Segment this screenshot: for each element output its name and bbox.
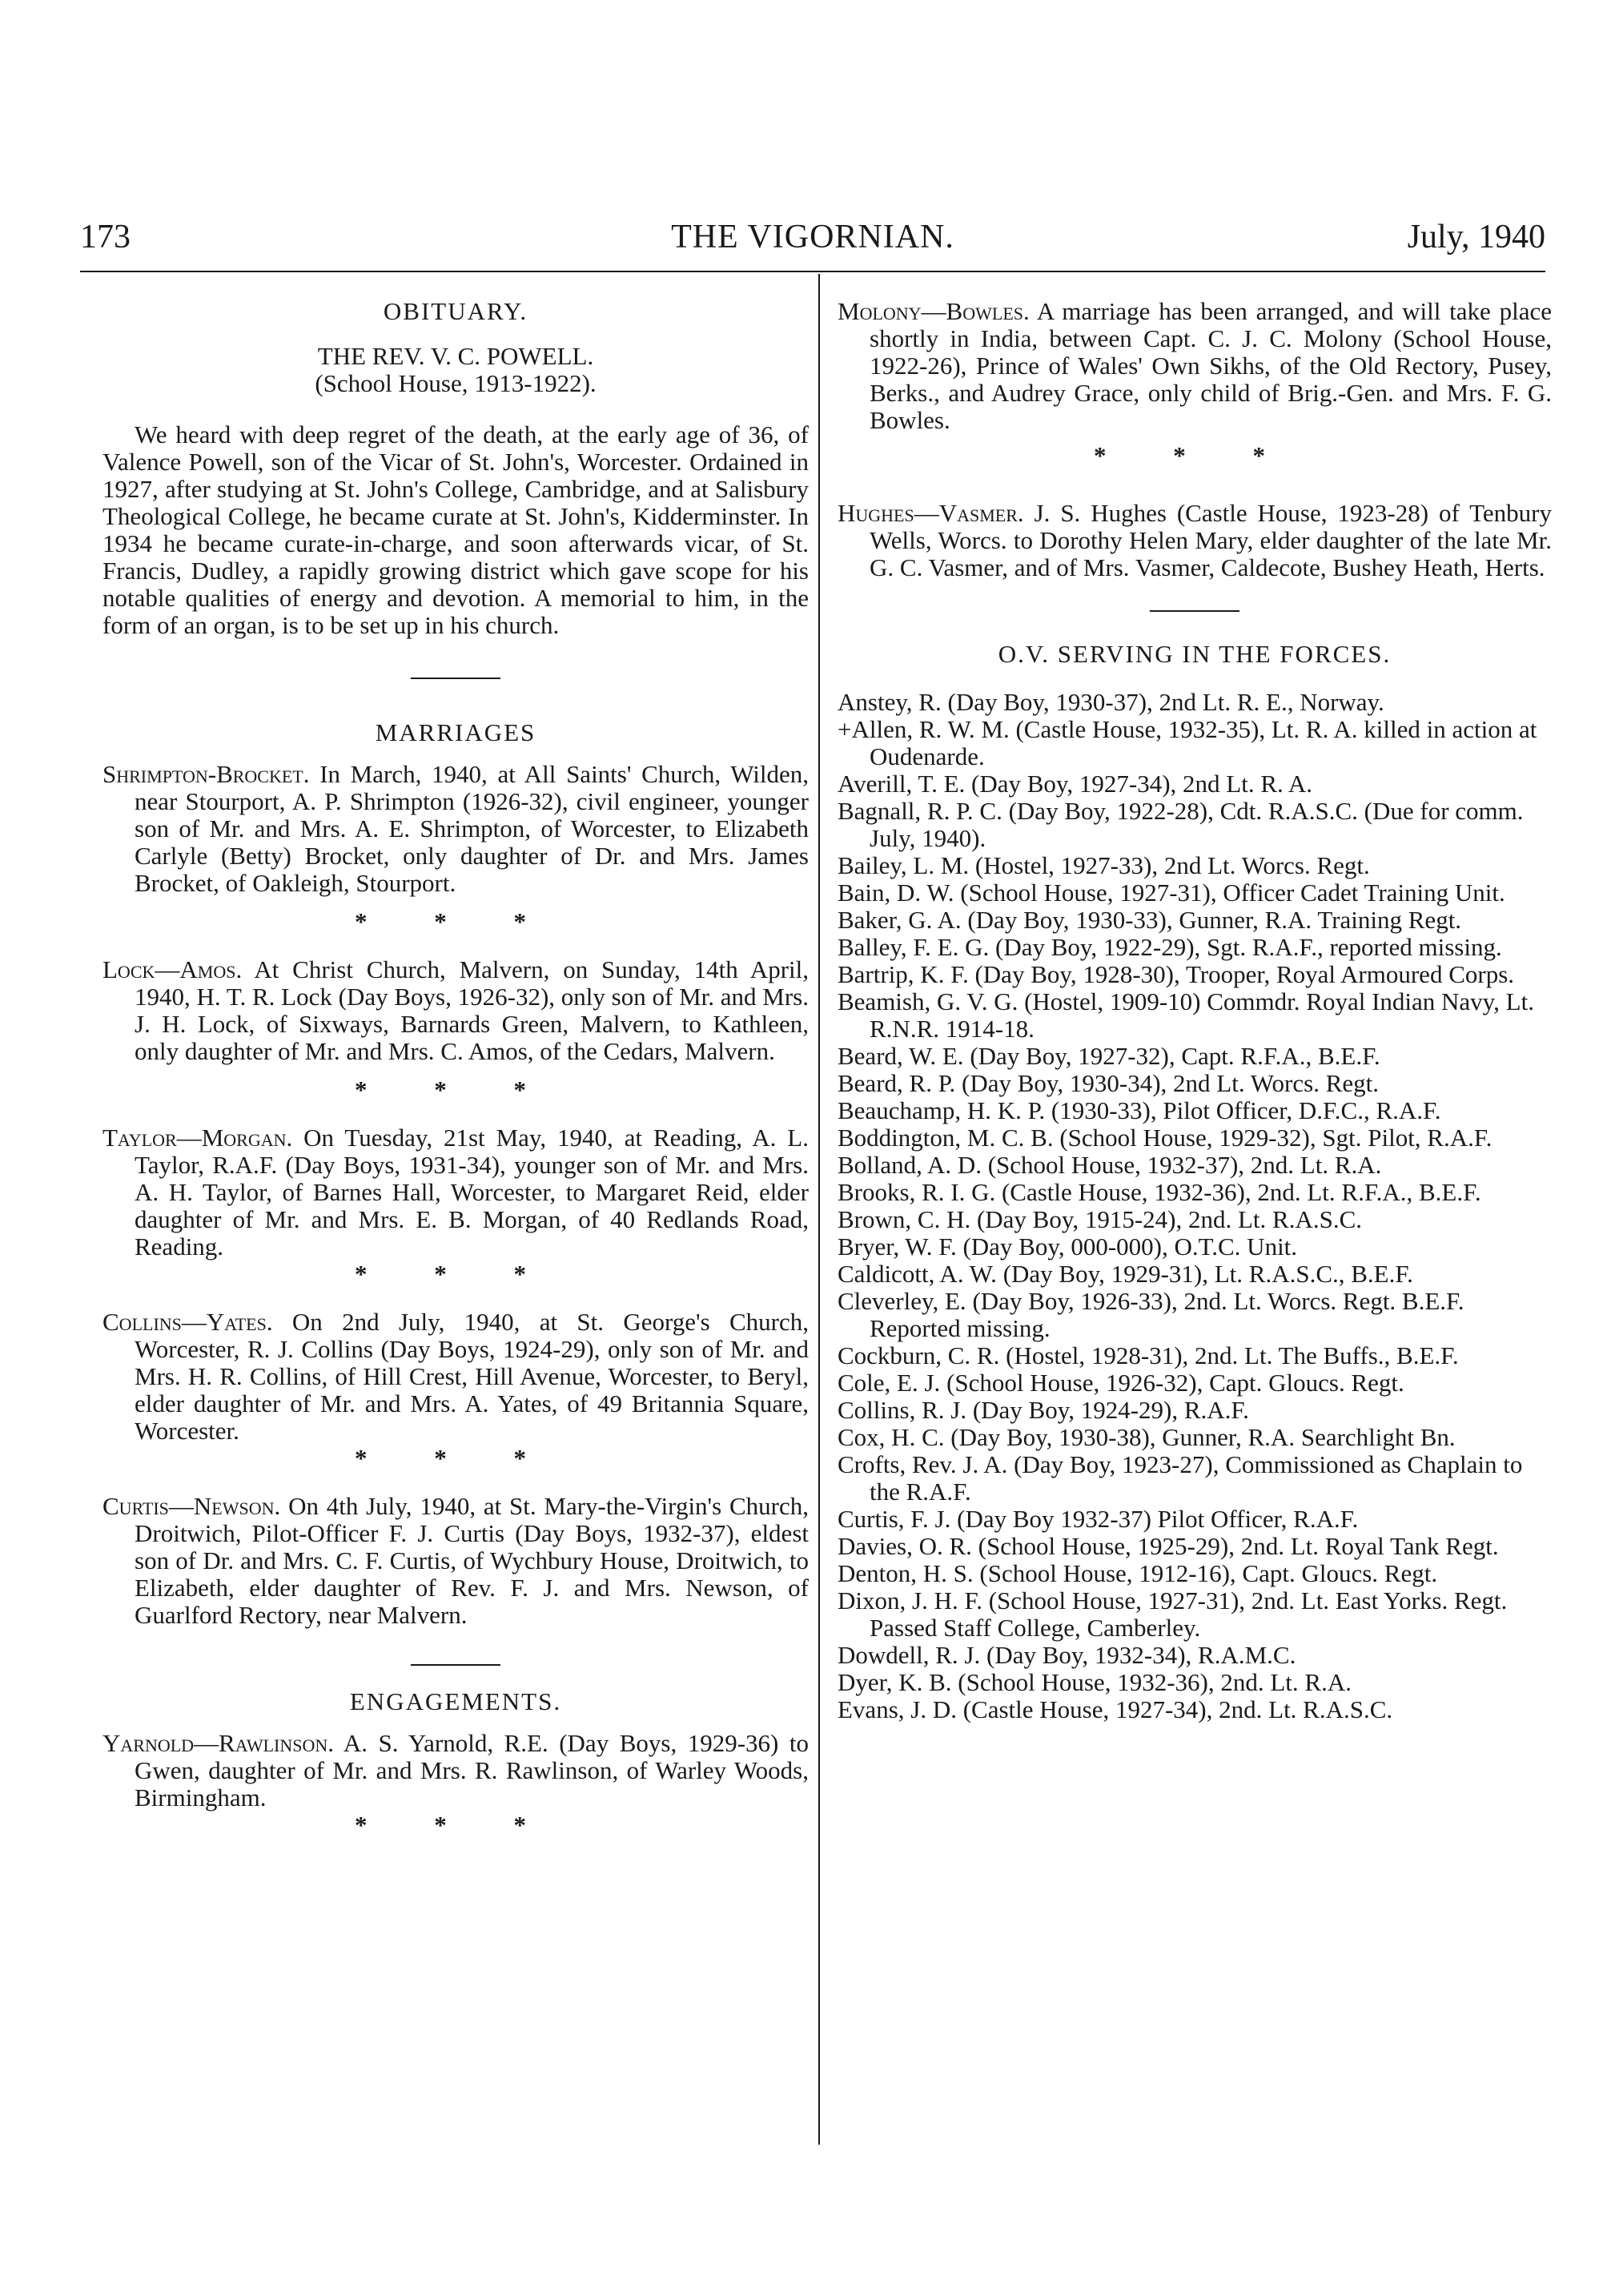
- service-detail: (Castle House, 1932-35), Lt. R. A. killed in action at Oudenarde.: [870, 715, 1537, 770]
- service-detail: (School House, 1929-32), Sgt. Pilot, R.A.F.: [1059, 1124, 1493, 1152]
- forces-title: O.V. SERVING IN THE FORCES.: [998, 640, 1392, 668]
- entry-heading: Curtis—Newson.: [102, 1492, 281, 1520]
- service-detail: (Hostel, 1928-31), 2nd. Lt. The Buffs., B.E.F.: [1006, 1341, 1459, 1369]
- forces-entry: [838, 1342, 1552, 1369]
- forces-entry: [838, 770, 1552, 798]
- entry-text: J. S. Hughes (Castle House, 1923-28) of Tenbury Wells, Worcs. to Dorothy Helen Mary, elder daughter of the late Mr. G. C. Vasmer, and of Mrs. Vasmer, Caldecote, Bushey Heath, Herts.: [870, 499, 1552, 581]
- service-name: Beard, R. P.: [838, 1069, 956, 1097]
- entry-text: A marriage has been arranged, and will take place shortly in India, between Capt. C. J. C. Molony (School House, 1922-26), Prince of Wales' Own Sikhs, of the Old Rectory, Pusey, Berks., and Audrey Grace, only child of Brig.-Gen. and Mrs. F. G. Bowles.: [870, 297, 1552, 434]
- service-name: +Allen, R. W. M.: [838, 715, 1010, 743]
- marriage-entry: [102, 761, 809, 897]
- service-detail: (Day Boy, 1927-32), Capt. R.F.A., B.E.F.: [970, 1042, 1380, 1070]
- forces-entry: [838, 1669, 1552, 1696]
- service-name: Averill, T. E.: [838, 770, 966, 798]
- forces-entry: [838, 879, 1552, 907]
- engagement-entry: [102, 1730, 809, 1811]
- service-detail: (School House, 1932-36), 2nd. Lt. R.A.: [958, 1668, 1352, 1696]
- forces-entry: [838, 852, 1552, 879]
- marriage-entry: [102, 956, 809, 1065]
- service-detail: (School House, 1927-31), 2nd. Lt. East Yorks. Regt. Passed Staff College, Camberley.: [870, 1586, 1508, 1642]
- service-detail: (Day Boy, 1922-28), Cdt. R.A.S.C. (Due for comm. July, 1940).: [870, 797, 1524, 852]
- separator-stars: * * *: [355, 1260, 556, 1288]
- marriage-entry: [102, 1493, 809, 1629]
- service-detail: (Day Boy, 1930-38), Gunner, R.A. Searchlight Bn.: [950, 1423, 1456, 1451]
- forces-entry: [838, 1043, 1552, 1070]
- forces-entry: [838, 988, 1552, 1043]
- service-name: Brooks, R. I. G.: [838, 1178, 996, 1206]
- service-detail: (School House, 1932-37), 2nd. Lt. R.A.: [987, 1151, 1382, 1179]
- entry-text: At Christ Church, Malvern, on Sunday, 14th April, 1940, H. T. R. Lock (Day Boys, 1926-32), only son of Mr. and Mrs. J. H. Lock, of Sixways, Barnards Green, Malvern, to Kathleen, only daughter of Mr. and Mrs. C. Amos, of the Cedars, Malvern.: [135, 955, 809, 1065]
- separator-stars: * * *: [355, 1444, 556, 1472]
- service-detail: (Day Boy, 1924-29), R.A.F.: [972, 1396, 1249, 1424]
- service-name: Cox, H. C.: [838, 1423, 945, 1451]
- service-detail: (Day Boy, 1915-24), 2nd. Lt. R.A.S.C.: [976, 1205, 1363, 1233]
- service-detail: (Day Boy, 1922-29), Sgt. R.A.F., reported missing.: [995, 933, 1502, 961]
- forces-entry: [838, 907, 1552, 934]
- obituary-text: We heard with deep regret of the death, at the early age of 36, of Valence Powell, son of the Vicar of St. John's, Worcester. Ordained in 1927, after studying at St. John's College, Cambridge, and at Salisbury Theological College, he became curate at St. John's, Kidderminster. In 1934 he became curate-in-charge, and soon afterwards vicar, of St. Francis, Dudley, a rapidly growing district which gave scope for his notable qualities of energy and devotion. A memorial to him, in the form of an organ, is to be set up in his church.: [102, 420, 809, 639]
- marriages-section: [102, 719, 809, 1629]
- forces-entry: [838, 1533, 1552, 1560]
- forces-entry: [838, 1179, 1552, 1206]
- service-detail: (Day Boy, 1923-27), Commissioned as Chaplain to the R.A.F.: [870, 1450, 1523, 1506]
- engagements-title: ENGAGEMENTS.: [349, 1687, 562, 1715]
- forces-entry: [838, 1288, 1552, 1342]
- forces-entry: [838, 1506, 1552, 1533]
- service-detail: (Day Boy 1932-37) Pilot Officer, R.A.F.: [957, 1505, 1359, 1533]
- obituary-detail: (School House, 1913-1922).: [315, 369, 597, 397]
- service-name: Dyer, K. B.: [838, 1668, 952, 1696]
- service-name: Crofts, Rev. J. A.: [838, 1450, 1008, 1478]
- publication-title: THE VIGORNIAN.: [671, 219, 954, 255]
- service-name: Curtis, F. J.: [838, 1505, 951, 1533]
- entry-text: A. S. Yarnold, R.E. (Day Boys, 1929-36) to Gwen, daughter of Mr. and Mrs. R. Rawlinson, of Warley Woods, Birmingham.: [135, 1729, 809, 1811]
- left-column: [102, 298, 809, 1839]
- entry-text: On 4th July, 1940, at St. Mary-the-Virgin's Church, Droitwich, Pilot-Officer F. J. Curtis (Day Boys, 1932-37), eldest son of Dr. and Mrs. C. F. Curtis, of Wychbury House, Droitwich, to Elizabeth, elder daughter of Rev. F. J. and Mrs. Newson, of Guarlford Rectory, near Malvern.: [135, 1492, 809, 1629]
- service-detail: (School House, 1926-32), Capt. Gloucs. Regt.: [946, 1369, 1404, 1397]
- service-name: Dowdell, R. J.: [838, 1641, 981, 1669]
- forces-entry: [838, 1261, 1552, 1288]
- forces-entry: [838, 1397, 1552, 1424]
- service-name: Beamish, G. V. G.: [838, 987, 1018, 1015]
- service-name: Cleverley, E.: [838, 1287, 966, 1315]
- marriages-title: MARRIAGES: [375, 718, 536, 746]
- entry-text: On 2nd July, 1940, at St. George's Church, Worcester, R. J. Collins (Day Boys, 1924-29), only son of Mr. and Mrs. H. R. Collins, of Hill Crest, Hill Avenue, Worcester, to Beryl, elder daughter of Mr. and Mrs. A. Yates, of 49 Britannia Square, Worcester.: [135, 1308, 810, 1445]
- service-name: Balley, F. E. G.: [838, 933, 990, 961]
- separator-stars: * * *: [1094, 441, 1296, 469]
- service-detail: (Day Boy, 1929-31), Lt. R.A.S.C., B.E.F.: [1002, 1260, 1413, 1288]
- service-detail: (Day Boy, 1927-34), 2nd Lt. R. A.: [971, 770, 1312, 798]
- service-name: Bartrip, K. F.: [838, 960, 969, 988]
- service-detail: (Day Boy, 1932-34), R.A.M.C.: [986, 1641, 1296, 1669]
- service-name: Baker, G. A.: [838, 906, 962, 934]
- marriage-entry: [102, 1124, 809, 1261]
- service-name: Boddington, M. C. B.: [838, 1124, 1054, 1152]
- separator-stars: * * *: [355, 1811, 556, 1839]
- service-name: Davies, O. R.: [838, 1532, 972, 1560]
- service-name: Brown, C. H.: [838, 1205, 971, 1233]
- forces-entry: [838, 1424, 1552, 1451]
- forces-entry: [838, 1124, 1552, 1152]
- forces-entry: [838, 1206, 1552, 1233]
- entry-heading: Lock—Amos.: [102, 955, 243, 983]
- service-name: Dixon, J. H. F.: [838, 1586, 982, 1614]
- entry-heading: Shrimpton-Brocket.: [102, 760, 310, 788]
- forces-entry: [838, 1070, 1552, 1097]
- page-header: [80, 218, 1545, 269]
- engagement-entry: [838, 500, 1552, 581]
- entry-text: On Tuesday, 21st May, 1940, at Reading, A. L. Taylor, R.A.F. (Day Boys, 1931-34), younger son of Mr. and Mrs. A. H. Taylor, of Barnes Hall, Worcester, to Margaret Reid, elder daughter of Mr. and Mrs. E. B. Morgan, of 40 Redlands Road, Reading.: [135, 1124, 809, 1261]
- separator-stars: * * *: [355, 907, 556, 935]
- service-name: Evans, J. D.: [838, 1695, 957, 1723]
- service-name: Anstey, R.: [838, 688, 942, 716]
- entry-heading: Molony—Bowles.: [838, 297, 1030, 325]
- forces-entry: [838, 1560, 1552, 1587]
- service-detail: (1930-33), Pilot Officer, D.F.C., R.A.F.: [1051, 1096, 1441, 1124]
- service-detail: (School House, 1927-31), Officer Cadet Training Unit.: [960, 879, 1505, 907]
- service-name: Caldicott, A. W.: [838, 1260, 997, 1288]
- forces-entry: [838, 689, 1552, 716]
- forces-section: [838, 641, 1552, 1723]
- issue-date: July, 1940: [1407, 219, 1545, 255]
- service-name: Bain, D. W.: [838, 879, 954, 907]
- marriage-entry: [102, 1309, 809, 1445]
- service-name: Beauchamp, H. K. P.: [838, 1096, 1046, 1124]
- entry-text: In March, 1940, at All Saints' Church, Wilden, near Stourport, A. P. Shrimpton (1926-32), civil engineer, younger son of Mr. and Mrs. A. E. Shrimpton, of Worcester, to Elizabeth Carlyle (Betty) Brocket, only daughter of Dr. and Mrs. James Brocket, of Oakleigh, Stourport.: [135, 760, 809, 897]
- forces-entry: [838, 1233, 1552, 1261]
- forces-entry: [838, 1152, 1552, 1179]
- forces-entry: [838, 1451, 1552, 1506]
- service-name: Bolland, A. D.: [838, 1151, 982, 1179]
- forces-entry: [838, 961, 1552, 988]
- forces-entry: [838, 798, 1552, 852]
- forces-list: [838, 689, 1552, 1723]
- service-detail: (Day Boy, 1928-30), Trooper, Royal Armoured Corps.: [974, 960, 1515, 988]
- service-detail: (Day Boy, 1930-37), 2nd Lt. R. E., Norway.: [947, 688, 1384, 716]
- forces-entry: [838, 1587, 1552, 1642]
- forces-entry: [838, 1097, 1552, 1124]
- service-detail: (Castle House, 1932-36), 2nd. Lt. R.F.A., B.E.F.: [1001, 1178, 1481, 1206]
- service-name: Cole, E. J.: [838, 1369, 941, 1397]
- engagements-section: [102, 1688, 809, 1839]
- forces-entry: [838, 716, 1552, 770]
- service-detail: (Hostel, 1909-10) Commdr. Royal Indian Navy, Lt. R.N.R. 1914-18.: [870, 987, 1534, 1043]
- service-name: Denton, H. S.: [838, 1559, 974, 1587]
- forces-entry: [838, 1369, 1552, 1397]
- engagement-entry: [838, 298, 1552, 434]
- service-detail: (School House, 1925-29), 2nd. Lt. Royal Tank Regt.: [978, 1532, 1499, 1560]
- entry-heading: Yarnold—Rawlinson.: [102, 1729, 335, 1757]
- service-name: Cockburn, C. R.: [838, 1341, 1000, 1369]
- service-detail: (Castle House, 1927-34), 2nd. Lt. R.A.S.C.: [962, 1695, 1393, 1723]
- header-rule: [80, 271, 1545, 272]
- service-detail: (Day Boy, 1930-33), Gunner, R.A. Training Regt.: [967, 906, 1462, 934]
- entry-heading: Collins—Yates.: [102, 1308, 273, 1336]
- service-detail: (School House, 1912-16), Capt. Gloucs. Regt.: [979, 1559, 1438, 1587]
- separator-stars: * * *: [355, 1076, 556, 1104]
- service-name: Bagnall, R. P. C.: [838, 797, 1002, 825]
- forces-entry: [838, 1642, 1552, 1669]
- obituary-section: [102, 298, 809, 639]
- service-name: Bailey, L. M.: [838, 851, 970, 879]
- entry-heading: Hughes—Vasmer.: [838, 499, 1024, 527]
- service-detail: (Day Boy, 1930-34), 2nd Lt. Worcs. Regt.: [962, 1069, 1379, 1097]
- service-name: Beard, W. E.: [838, 1042, 964, 1070]
- right-column: [838, 298, 1552, 1723]
- service-detail: (Day Boy, 1926-33), 2nd. Lt. Worcs. Regt. B.E.F. Reported missing.: [870, 1287, 1464, 1342]
- column-divider: [818, 274, 820, 2145]
- forces-entry: [838, 934, 1552, 961]
- service-name: Bryer, W. F.: [838, 1232, 957, 1261]
- entry-heading: Taylor—Morgan.: [102, 1124, 293, 1152]
- service-detail: (Day Boy, 000-000), O.T.C. Unit.: [962, 1232, 1298, 1261]
- forces-entry: [838, 1696, 1552, 1723]
- service-name: Collins, R. J.: [838, 1396, 967, 1424]
- service-detail: (Hostel, 1927-33), 2nd Lt. Worcs. Regt.: [974, 851, 1370, 879]
- obituary-title: OBITUARY.: [383, 297, 528, 325]
- obituary-name: THE REV. V. C. POWELL.: [317, 342, 594, 370]
- page-number: 173: [80, 219, 131, 255]
